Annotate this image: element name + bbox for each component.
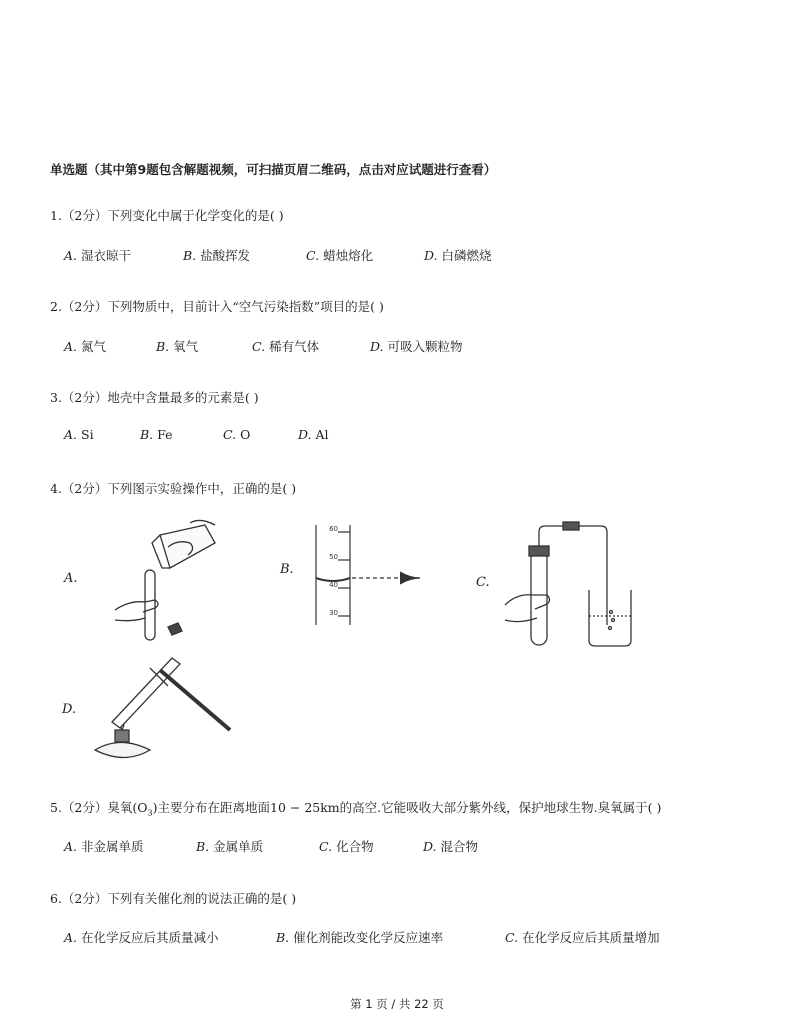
pouring-liquid-illustration: [100, 515, 230, 645]
question-5-stem: 5.（2分）臭氧$(O_3)$主要分布在距离地面10 − 25km的高空.它能吸收大部分紫外线，保护地球生物.臭氧属于( ): [50, 800, 662, 818]
question-6-options: [64, 928, 660, 946]
option-d[interactable]: D. 混合物: [422, 839, 479, 854]
question-1-options: [64, 246, 492, 264]
question-3-options: [64, 427, 329, 442]
option-c[interactable]: C. 蜡烛熔化: [305, 248, 374, 263]
option-a[interactable]: A. 在化学反应后其质量减小: [64, 930, 219, 945]
option-c[interactable]: C. 在化学反应后其质量增加: [504, 930, 660, 945]
option-c[interactable]: C. O: [222, 427, 251, 442]
question-2-stem: 2.（2分）下列物质中，目前计入“空气污染指数”项目的是( ): [50, 299, 384, 314]
option-a[interactable]: A. Si: [64, 427, 94, 442]
option-b[interactable]: B. 氧气: [155, 339, 199, 354]
option-c[interactable]: C. 化合物: [318, 839, 374, 854]
option-a-label[interactable]: A.: [64, 571, 78, 586]
option-c-label[interactable]: C.: [476, 575, 490, 590]
option-b[interactable]: B. 催化剂能改变化学反应速率: [275, 930, 444, 945]
option-a[interactable]: A. 非金属单质: [64, 839, 144, 854]
option-b[interactable]: B. Fe: [139, 427, 173, 442]
option-d-label[interactable]: D.: [62, 702, 77, 717]
question-3-stem: 3.（2分）地壳中含量最多的元素是( ): [50, 390, 259, 405]
option-b[interactable]: B. 盐酸挥发: [182, 248, 251, 263]
option-d[interactable]: D. 白磷燃烧: [423, 248, 492, 263]
tick-label: 40: [329, 581, 338, 589]
section-title: 单选题（其中第9题包含解题视频，可扫描页眉二维码，点击对应试题进行查看）: [50, 162, 497, 177]
question-4-stem: 4.（2分）下列图示实验操作中，正确的是( ): [50, 481, 297, 496]
page-footer: 第 1 页 / 共 22 页: [350, 997, 444, 1011]
tick-label: 50: [329, 553, 338, 561]
airtightness-check-illustration: [495, 520, 645, 650]
graduated-cylinder-illustration: [300, 520, 430, 630]
option-c[interactable]: C. 稀有气体: [251, 339, 320, 354]
question-6-stem: 6.（2分）下列有关催化剂的说法正确的是( ): [50, 891, 297, 906]
question-1-stem: 1.（2分）下列变化中属于化学变化的是( ): [50, 208, 284, 223]
option-a[interactable]: A. 湿衣晾干: [64, 248, 132, 263]
question-5-options: [64, 837, 478, 855]
question-2-options: [64, 337, 463, 355]
tick-label: 60: [329, 525, 338, 533]
heating-test-tube-illustration: [90, 650, 240, 770]
option-d[interactable]: D. 可吸入颗粒物: [369, 339, 463, 354]
option-b-label[interactable]: B.: [280, 562, 294, 577]
option-d[interactable]: D. Al: [297, 427, 329, 442]
tick-label: 30: [329, 609, 338, 617]
option-a[interactable]: A. 氮气: [64, 339, 107, 354]
option-b[interactable]: B. 金属单质: [195, 839, 264, 854]
